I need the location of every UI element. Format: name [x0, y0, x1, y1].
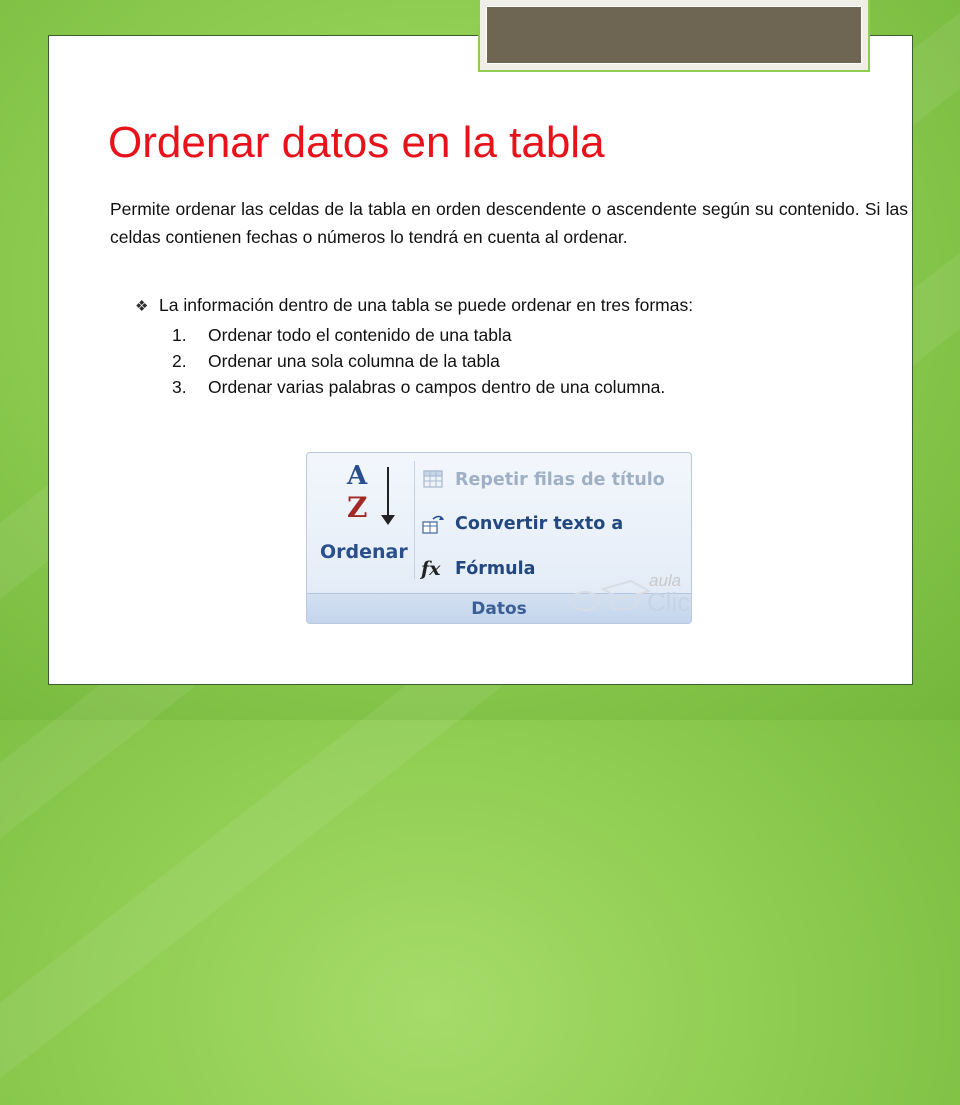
ordered-list — [172, 322, 665, 400]
bullet-item — [135, 295, 693, 316]
list-text: Ordenar todo el contenido de una tabla — [208, 325, 512, 345]
sort-button-label: Ordenar — [320, 541, 408, 563]
sort-arrow-icon — [387, 467, 389, 519]
title-tab-fill — [486, 6, 862, 64]
convert-text-label: Convertir texto a — [455, 514, 624, 534]
sort-letter-a: A — [347, 461, 368, 491]
list-number: 2. — [172, 351, 187, 371]
aulaclic-watermark — [563, 571, 692, 624]
slide-title: Ordenar datos en la tabla — [108, 118, 605, 167]
ribbon-group-label: Datos — [307, 593, 691, 624]
ribbon-separator — [414, 461, 415, 579]
bullet-text: La información dentro de una tabla se puede ordenar en tres formas: — [159, 295, 694, 315]
formula-label: Fórmula — [455, 559, 536, 579]
sort-button[interactable] — [317, 459, 409, 579]
title-tab-decoration — [478, 0, 870, 72]
list-text: Ordenar una sola columna de la tabla — [208, 351, 500, 371]
repeat-header-rows-label: Repetir filas de título — [455, 470, 665, 490]
list-number: 1. — [172, 325, 187, 345]
formula-button[interactable] — [421, 556, 535, 582]
ribbon-screenshot — [306, 452, 692, 624]
sort-letter-z: Z — [347, 491, 368, 524]
convert-text-button[interactable] — [421, 511, 623, 537]
formula-symbol: fx — [421, 558, 441, 580]
mouse-cap-watermark-icon — [563, 571, 653, 624]
watermark-line2: Clic — [647, 587, 691, 617]
list-text: Ordenar varias palabras o campos dentro de una columna. — [208, 377, 666, 397]
watermark-line1: aula — [649, 571, 682, 590]
list-item — [172, 322, 665, 348]
diamond-bullet-icon: ❖ — [135, 298, 149, 315]
convert-text-icon — [421, 513, 447, 535]
list-number: 3. — [172, 377, 187, 397]
description-paragraph: Permite ordenar las celdas de la tabla en orden descendente o ascendente según su contenido. Si las celdas contienen fechas o números lo tendrá en cuenta al ordenar. — [110, 199, 908, 247]
sort-arrow-head-icon — [381, 515, 395, 525]
repeat-header-rows-icon — [421, 469, 447, 491]
list-item — [172, 348, 665, 374]
repeat-header-rows-button[interactable] — [421, 467, 665, 493]
formula-icon — [421, 558, 447, 580]
list-item — [172, 374, 665, 400]
